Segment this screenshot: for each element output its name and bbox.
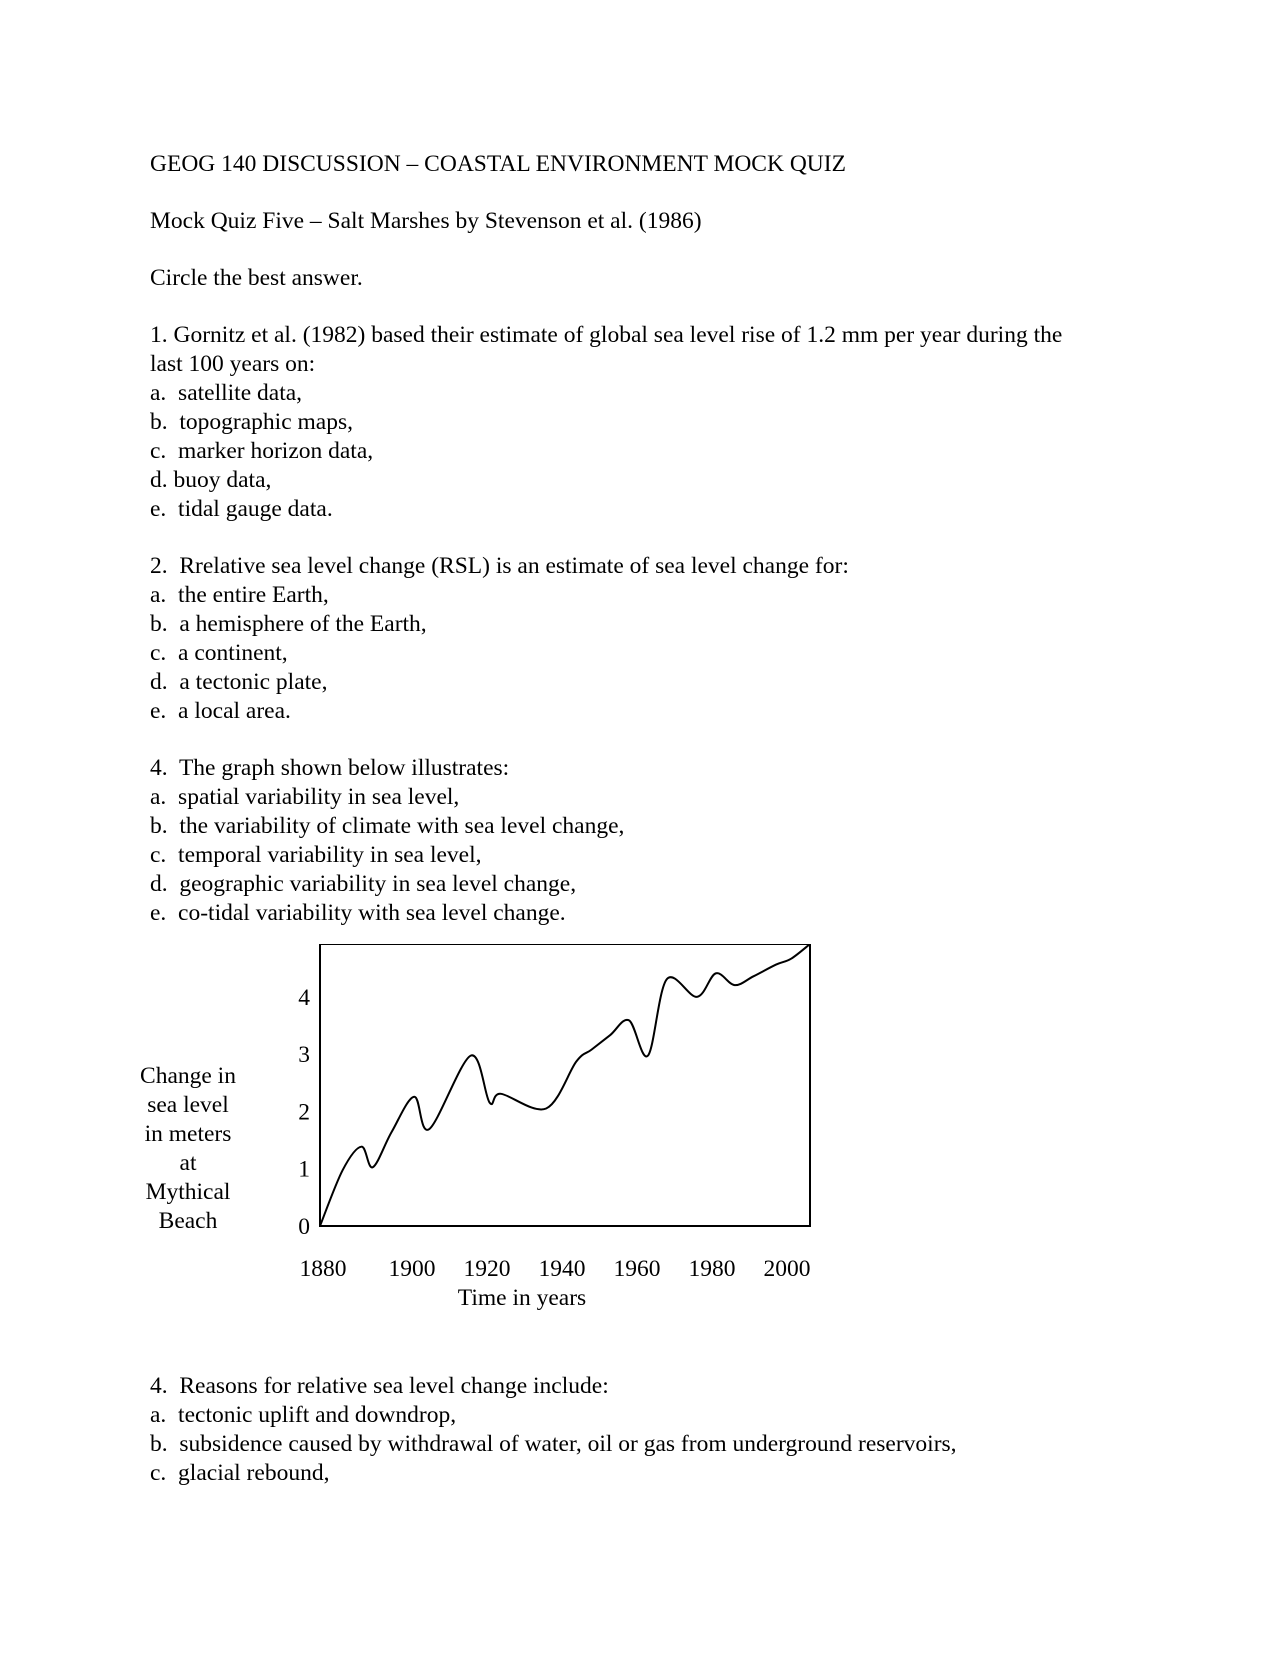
question-4 — [150, 1372, 1130, 1488]
answer-option[interactable]: a. the entire Earth, — [150, 582, 329, 608]
answer-option[interactable]: e. a local area. — [150, 698, 291, 724]
answer-option[interactable]: c. marker horizon data, — [150, 438, 374, 464]
answer-option[interactable]: a. spatial variability in sea level, — [150, 784, 460, 810]
question-1 — [150, 321, 1130, 524]
chart-ylabel — [128, 1062, 248, 1236]
answer-option[interactable]: b. subsidence caused by withdrawal of water, oil or gas from underground reservoirs, — [150, 1431, 957, 1457]
x-tick-label: 1960 — [613, 1256, 661, 1282]
question-stem: 4. The graph shown below illustrates: — [150, 755, 510, 781]
answer-option[interactable]: a. tectonic uplift and downdrop, — [150, 1402, 457, 1428]
sea-level-chart — [140, 944, 1130, 1344]
answer-option[interactable]: d. buoy data, — [150, 467, 272, 493]
answer-option[interactable]: a. satellite data, — [150, 380, 303, 406]
ylabel-line: sea level — [147, 1092, 229, 1118]
x-tick-label: 1900 — [388, 1256, 436, 1282]
ylabel-line: Change in — [140, 1063, 236, 1089]
x-axis-label: Time in years — [457, 1285, 587, 1311]
question-stem: 4. Reasons for relative sea level change include: — [150, 1373, 609, 1399]
chart-svg — [150, 944, 1130, 1344]
ylabel-line: at — [179, 1150, 197, 1176]
answer-option[interactable]: c. glacial rebound, — [150, 1460, 330, 1486]
ylabel-line: Mythical — [145, 1179, 231, 1205]
x-tick-label: 1880 — [299, 1256, 347, 1282]
y-tick-label: 1 — [298, 1156, 310, 1183]
y-tick-label: 0 — [298, 1214, 310, 1240]
ylabel-line: in meters — [144, 1121, 232, 1147]
answer-option[interactable]: e. co-tidal variability with sea level change. — [150, 900, 566, 926]
y-tick-label: 3 — [298, 1042, 310, 1069]
answer-option[interactable]: b. the variability of climate with sea level change, — [150, 813, 625, 839]
answer-option[interactable]: b. a hemisphere of the Earth, — [150, 611, 427, 637]
x-tick-label: 1980 — [688, 1256, 736, 1282]
document-page — [140, 150, 1130, 1488]
answer-option[interactable]: d. a tectonic plate, — [150, 669, 328, 695]
answer-option[interactable]: c. temporal variability in sea level, — [150, 842, 482, 868]
answer-option[interactable]: d. geographic variability in sea level change, — [150, 871, 577, 897]
document-title: GEOG 140 DISCUSSION – COASTAL ENVIRONMENT MOCK QUIZ — [150, 151, 846, 177]
x-tick-label: 1940 — [538, 1256, 586, 1282]
instruction-text: Circle the best answer. — [150, 265, 363, 291]
ylabel-line: Beach — [158, 1208, 218, 1234]
document-subtitle: Mock Quiz Five – Salt Marshes by Stevenson et al. (1986) — [150, 208, 702, 234]
question-2 — [150, 552, 1130, 726]
y-tick-label: 2 — [298, 1099, 310, 1126]
answer-option[interactable]: c. a continent, — [150, 640, 288, 666]
answer-option[interactable]: b. topographic maps, — [150, 409, 353, 435]
question-stem: 1. Gornitz et al. (1982) based their estimate of global sea level rise of 1.2 mm per year during the — [150, 322, 1063, 348]
series-line — [320, 944, 810, 1226]
answer-option[interactable]: e. tidal gauge data. — [150, 496, 333, 522]
x-tick-label: 2000 — [763, 1256, 811, 1282]
question-stem: last 100 years on: — [150, 351, 316, 377]
y-tick-label: 4 — [298, 984, 310, 1011]
question-3 — [150, 754, 1130, 928]
x-tick-label: 1920 — [463, 1256, 511, 1282]
question-stem: 2. Rrelative sea level change (RSL) is an estimate of sea level change for: — [150, 553, 849, 579]
